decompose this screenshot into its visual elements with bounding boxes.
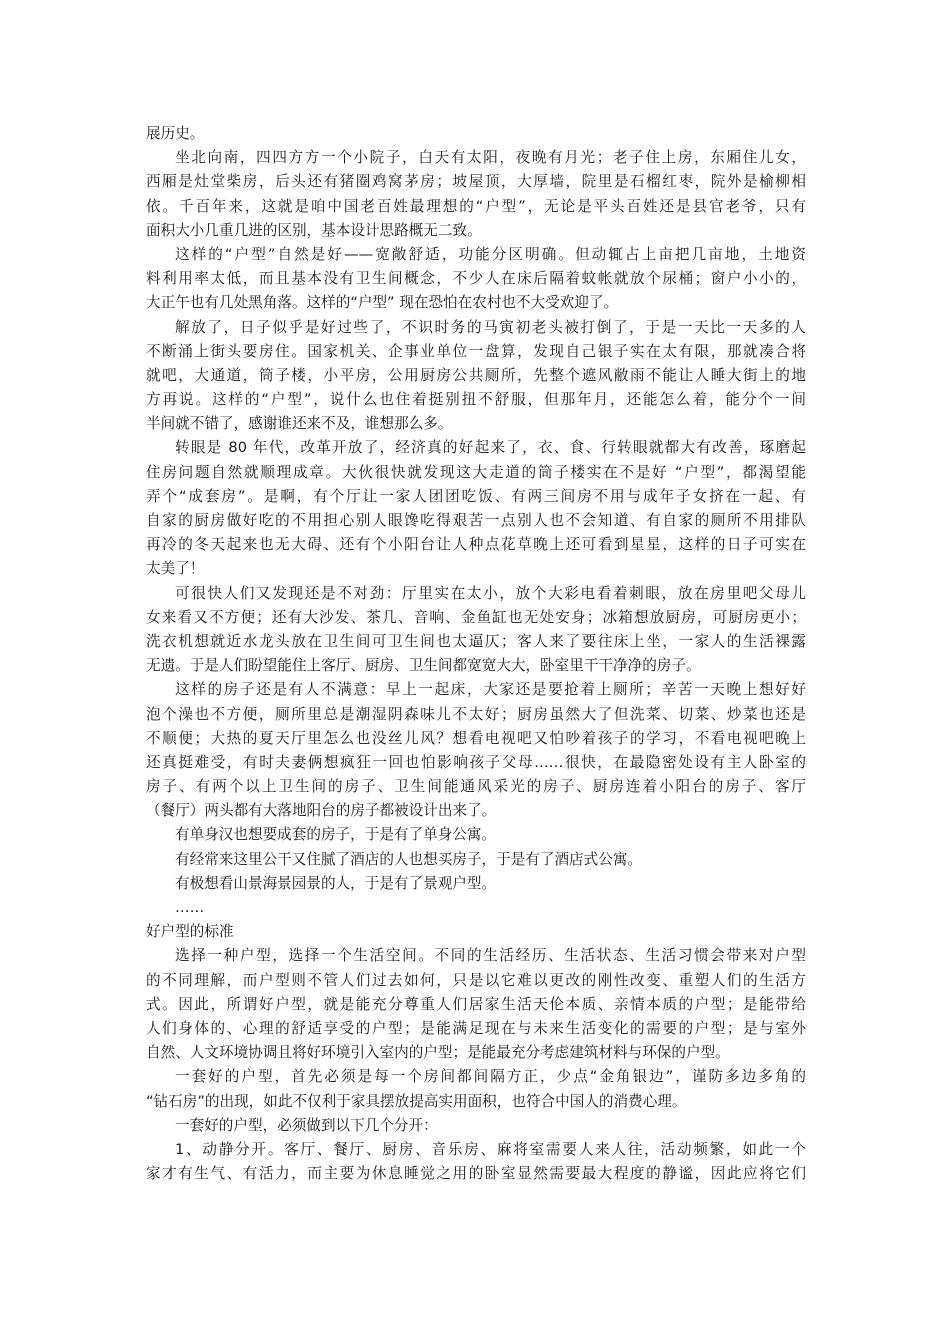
text-line: 西厢是灶堂柴房，后头还有猪圈鸡窝茅房；坡屋顶，大厚墙，院里是石榴红枣，院外是榆柳相	[146, 173, 806, 191]
text-line: 式。因此，所谓好户型，就是能充分尊重人们居家生活天伦本质、亲情本质的户型；是能带给	[146, 995, 806, 1013]
text-line: 这样的房子还是有人不满意：早上一起床，大家还是要抢着上厕所；辛苦一天晚上想好好	[175, 681, 806, 699]
text-line: 还真挺难受，有时夫妻俩想疯狂一回也怕影响孩子父母……很快，在最隐密处设有主人卧室的	[146, 753, 806, 771]
text-line: 半间就不错了，感谢谁还来不及，谁想那么多。	[146, 415, 453, 433]
text-line: 再冷的冬天起来也无大碍、还有个小阳台让人种点花草晚上还可看到星星，这样的日子可实在	[146, 536, 806, 554]
text-line: 洗衣机想就近水龙头放在卫生间可卫生间也太逼仄；客人来了要往床上坐，一家人的生活裸露	[146, 632, 806, 650]
text-line: 无遗。于是人们盼望能住上客厅、厨房、卫生间都宽宽大大，卧室里干干净净的房子。	[146, 657, 701, 675]
text-line: 1、动静分开。客厅、餐厅、厨房、音乐房、麻将室需要人来人往，活动频繁，如此一个	[175, 1140, 806, 1158]
text-line: 泡个澡也不方便，厕所里总是潮湿阴森味儿不太好；厨房虽然大了但洗菜、切菜、炒菜也还是	[146, 705, 806, 723]
text-line: 人们身体的、心理的舒适享受的户型；是能满足现在与未来生活变化的需要的户型；是与室外	[146, 1019, 806, 1037]
text-line: 女来看又不方便；还有大沙发、茶几、音响、金鱼缸也无处安身；冰箱想放厨房，可厨房更小；	[146, 608, 806, 626]
text-line: 有极想看山景海景园景的人，于是有了景观户型。	[175, 874, 497, 892]
text-line: 面积大小几重几进的区别，基本设计思路概无二致。	[146, 221, 482, 239]
text-line: 弄个“成套房”。是啊，有个厅让一家人团团吃饭、有两三间房不用与成年子女挤在一起、有	[146, 487, 806, 505]
text-line: 有单身汉也想要成套的房子，于是有了单身公寓。	[175, 826, 497, 844]
text-line: 不顺便；大热的夏天厅里怎么也没丝儿风？想看电视吧又怕吵着孩子的学习，不看电视吧晚上	[146, 729, 806, 747]
text-line: 转眼是 80 年代，改革开放了，经济真的好起来了，衣、食、行转眼就都大有改善，琢磨起	[175, 439, 806, 457]
text-line: 房子、有两个以上卫生间的房子、卫生间能通风采光的房子、厨房连着小阳台的房子、客厅	[146, 778, 806, 796]
text-line: 的不同理解，而户型则不管人们过去如何，只是以它难以更改的刚性改变、重塑人们的生活方	[146, 971, 806, 989]
text-line: 依。千百年来，这就是咱中国老百姓最理想的“户型”，无论是平头百姓还是县官老爷，只有	[146, 197, 806, 215]
text-line: 不断涌上街头要房住。国家机关、企事业单位一盘算，发现自己银子实在太有限，那就凑合将	[146, 342, 806, 360]
text-line: 太美了！	[146, 560, 205, 578]
text-line: 就吧，大通道，筒子楼，小平房，公用厨房公共厕所，先整个遮风敝雨不能让人睡大街上的地	[146, 366, 806, 384]
text-line: 自然、人文环境协调且将好环境引入室内的户型；是能最充分考虑建筑材料与环保的户型。	[146, 1044, 730, 1062]
text-line: 有经常来这里公干又住腻了酒店的人也想买房子，于是有了酒店式公寓。	[175, 850, 643, 868]
text-line: （餐厅）两头都有大落地阳台的房子都被设计出来了。	[146, 802, 497, 820]
text-line: 料利用率太低，而且基本没有卫生间概念，不少人在床后隔着蚊帐就放个尿桶；窗户小小的，	[146, 270, 806, 288]
text-line: ……	[175, 899, 205, 916]
text-line: 好户型的标准	[146, 923, 234, 941]
text-line: 大正午也有几处黑角落。这样的“户型” 现在恐怕在农村也不大受欢迎了。	[146, 294, 619, 312]
text-line: 方再说。这样的“户型”，说什么也住着挺别扭不舒服，但那年月，还能怎么着，能分个一间	[146, 391, 806, 409]
text-line: 坐北向南，四四方方一个小院子，白天有太阳，夜晚有月光；老子住上房，东厢住儿女，	[175, 149, 806, 167]
text-line: 自家的厨房做好吃的不用担心别人眼馋吃得艰苦一点别人也不会知道、有自家的厕所不用排队	[146, 512, 806, 529]
text-line: 住房问题自然就顺理成章。大伙很快就发现这大走道的筒子楼实在不是好 “户型”，都渴望能	[146, 463, 806, 481]
text-line: “钻石房”的出现，如此不仅利于家具摆放提高实用面积，也符合中国人的消费心理。	[146, 1092, 687, 1110]
text-line: 这样的“户型”自然是好——宽敞舒适，功能分区明确。但动辄占上亩把几亩地，土地资	[175, 245, 806, 263]
text-line: 家才有生气、有活力，而主要为休息睡觉之用的卧室显然需要最大程度的静谧，因此应将它们	[146, 1165, 806, 1183]
text-line: 展历史。	[146, 125, 205, 142]
text-line: 选择一种户型，选择一个生活空间。不同的生活经历、生活状态、生活习惯会带来对户型	[175, 947, 806, 965]
text-line: 解放了，日子似乎是好过些了，不识时务的马寅初老头被打倒了，于是一天比一天多的人	[175, 318, 806, 336]
text-line: 可很快人们又发现还是不对劲：厅里实在太小，放个大彩电看着刺眼，放在房里吧父母儿	[175, 584, 806, 602]
document-page	[146, 122, 806, 1186]
text-line: 一套好的户型，必须做到以下几个分开：	[175, 1116, 438, 1134]
text-line: 一套好的户型，首先必须是每一个房间都间隔方正，少点“金角银边”，谨防多边多角的	[175, 1068, 806, 1086]
